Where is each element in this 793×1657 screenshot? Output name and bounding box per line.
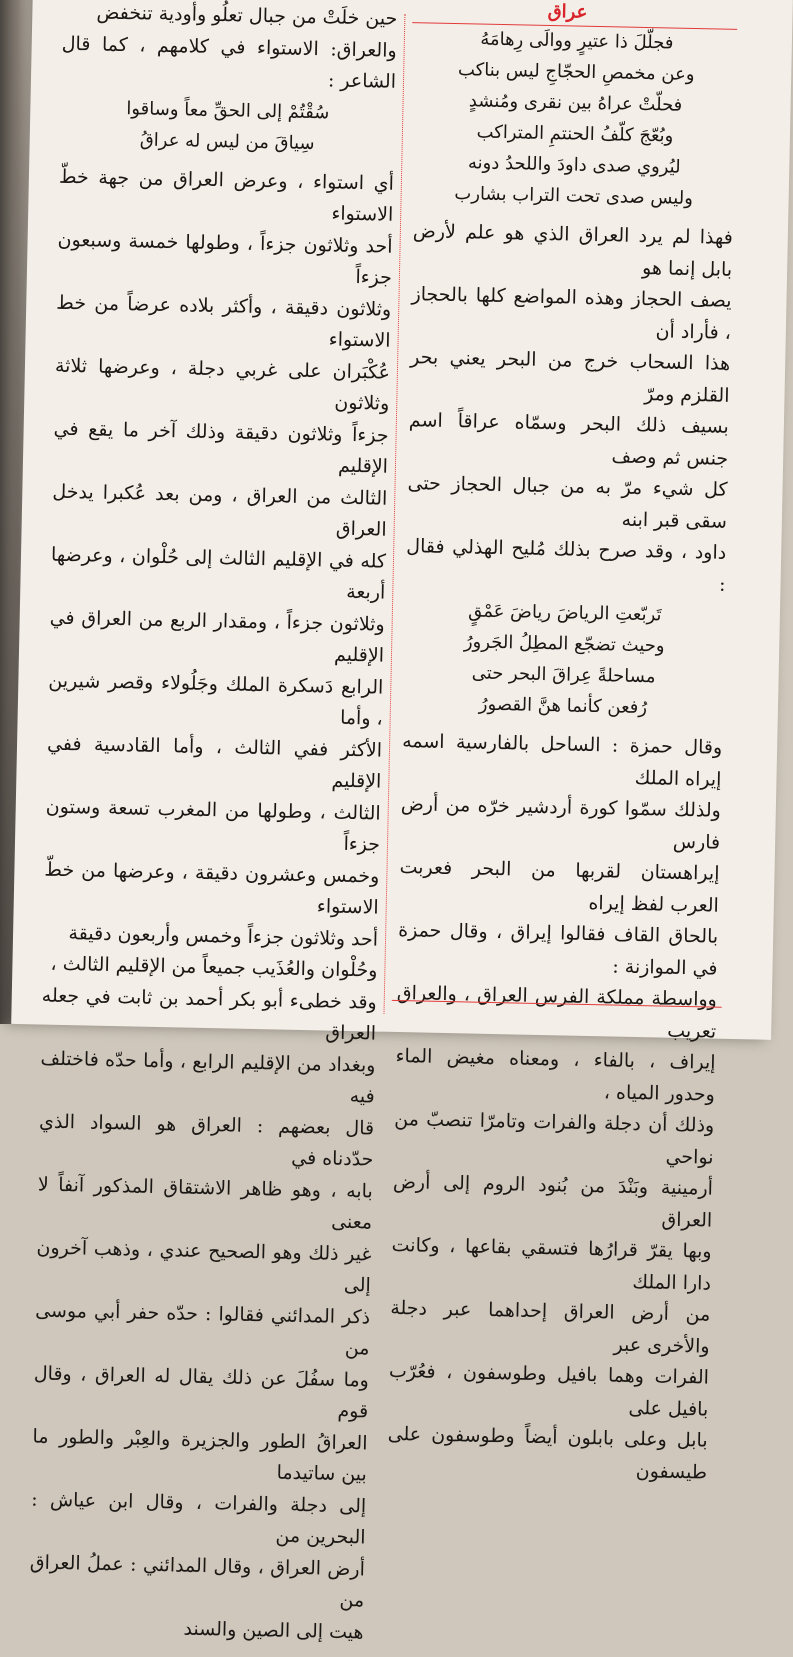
poem-1 xyxy=(413,22,737,215)
text-line: أحد وثلاثون جزءاً وخمس وأربعون دقيقة xyxy=(68,921,379,951)
verse-line: تَربّعتِ الرياضَ رياضَ عَمْقٍ xyxy=(468,600,662,626)
text-line: أرمينية وبَنْدَ من بُنود الروم إلى أرض العراق xyxy=(392,1170,714,1232)
left-column xyxy=(29,0,398,1643)
text-line: هذا السحاب خرج من البحر يعني بحر القلزم ومرّ xyxy=(410,346,731,407)
text-line: بسيف ذلك البحر وسمّاه عراقاً اسم جنس ثم وصف xyxy=(408,409,730,470)
text-line: هيت إلى الصين والسند xyxy=(183,1617,364,1643)
text-line: بابه ، وهو ظاهر الاشتقاق المذكور آنفاً لا معنى xyxy=(37,1173,374,1234)
verse-line: وحيث تضجّع المطِلُ الجَرورُ xyxy=(463,631,665,657)
text-line: الرابع دَسكرة الملك وجَلُولاء وقصر شيرين ، وأما xyxy=(48,669,384,730)
verse-line: وبُعّجَ كلّفُ الحنتمِ المتراكب xyxy=(476,121,674,147)
verse-line: سُقْتُمْ إلى الحقِّ معاً وساقوا xyxy=(126,97,330,123)
verse-line: وعن مخمصِ الحجّاجِ ليس بناكب xyxy=(457,59,695,86)
text-line: فهذا لم يرد العراق الذي هو علم لأرض بابل إنما هو xyxy=(412,220,734,281)
left-intro xyxy=(61,0,398,98)
text-line: وحُلْوان والعُذَيب جميعاً من الإقليم الثالث ، xyxy=(50,952,378,982)
text-line: إيراف ، بالفاء ، ومعناه مغيض الماء وحدور المياه ، xyxy=(395,1044,716,1106)
poem-3 xyxy=(59,91,395,160)
text-line: وبغداد من الإقليم الرابع ، وأما حدّه فاختلف فيه xyxy=(40,1047,376,1108)
book-page xyxy=(11,0,793,1643)
verse-line: ليُروي صدى داودَ واللحدُ دونه xyxy=(467,152,681,178)
text-line: وثلاثون جزءاً ، ومقدار الربع من العراق في الإقليم xyxy=(49,606,385,667)
text-line: بالحاق القاف فقالوا إيراق ، وقال حمزة في الموازنة : xyxy=(398,919,719,980)
text-line: كل شيء مرّ به من جبال الحجاز حتى سقى قبر ابنه xyxy=(407,472,728,533)
text-line: وبها يقرّ قرارُها فتسقي بقاعها ، وكانت دارا الملك xyxy=(391,1233,712,1295)
text-line: وذلك أن دجلة والفرات وتامرّا تنصبّ من نواحي xyxy=(394,1107,715,1169)
text-line: يصف الحجاز وهذه المواضع كلها بالحجاز ، فأراد أن xyxy=(411,283,732,344)
text-line: الثالث ، وطولها من المغرب تسعة وستون جزءاً xyxy=(45,795,381,856)
text-line: عُكْبَران على غربي دجلة ، وعرضها ثلاثة وثلاثون xyxy=(54,354,391,415)
right-column xyxy=(387,22,738,1488)
verse-line: سِياقَ من ليس له عراقُ xyxy=(139,128,315,154)
verse-line: رُفعن كأنما هنَّ القصورُ xyxy=(478,693,648,719)
text-line: أحد وثلاثون جزءاً ، وطولها خمسة وسبعون جزءاً xyxy=(57,228,393,289)
text-line: الفرات وهما بافيل وطوسفون ، فعُرّب بافيل على xyxy=(388,1359,710,1421)
text-line: ولذلك سمّوا كورة أردشير خرّه من أرض فارس xyxy=(400,793,722,854)
text-line: كله في الإقليم الثالث إلى حُلْوان ، وعرضها أربعة xyxy=(50,543,387,604)
left-body xyxy=(28,161,394,1648)
text-line: وقد خطىء أبو بكر أحمد بن ثابت في جعله العراق xyxy=(41,984,377,1045)
text-line: غير ذلك وهو الصحيح عندي ، وذهب آخرون إلى xyxy=(36,1236,372,1297)
text-line: وخمس وعشرون دقيقة ، وعرضها من خطّ الاستواء xyxy=(44,858,380,919)
text-line: وما سفُلَ عن ذلك يقال له العراق ، وقال قوم xyxy=(33,1361,370,1423)
text-line: وقال حمزة : الساحل بالفارسية اسمه إيراه الملك xyxy=(401,730,723,791)
text-line: قال بعضهم : العراق هو السواد الذي حدّدناه في xyxy=(38,1110,375,1171)
poem-2 xyxy=(403,594,726,725)
text-line: أرض العراق ، وقال المدائني : عملُ العراق من xyxy=(29,1550,366,1612)
verse-line: مساحلةً عِراقَ البحر حتى xyxy=(471,662,656,688)
text-line: جزءاً وثلاثون دقيقة وذلك آخر ما يقع في الإقليم xyxy=(53,417,389,478)
paragraph-2 xyxy=(387,726,723,1489)
text-line: بابل وعلى بابلون أيضاً وطوسفون على طيسفون xyxy=(387,1422,708,1484)
text-line: وواسطة مملكة الفرس العراق ، والعراق تعريب xyxy=(396,982,718,1043)
text-line: أي استواء ، وعرض العراق من جهة خطّ الاستواء xyxy=(58,165,395,226)
verse-line: وليس صدى تحت التراب بشارب xyxy=(454,183,694,210)
text-line: العراقُ الطور والجزيرة والعِبْر والطور ما بين ساتيدما xyxy=(32,1424,368,1486)
text-line: إيراهستان لقربها من البحر فعربت العرب لفظ إيراه xyxy=(399,856,720,917)
text-line: الثالث من العراق ، ومن بعد عُكبرا يدخل العراق xyxy=(52,480,388,541)
paragraph-1 xyxy=(405,216,733,601)
text-line: حين خلَتْ من جبال تعلُو وأودية تنخفض xyxy=(96,1,398,30)
verse-line: فجلّلَ ذا عتيرٍ ووالَى رِهامَهُ xyxy=(480,28,674,54)
text-line: ذكر المدائني فقالوا : حدّه حفر أبي موسى من xyxy=(34,1298,371,1360)
text-line: من أرض العراق إحداهما عبر دجلة والأخرى عبر xyxy=(390,1296,711,1358)
running-header: عراق xyxy=(547,0,588,23)
text-line: والعراق: الاستواء في كلامهم ، كما قال الشاعر : xyxy=(61,32,397,93)
text-line: إلى دجلة والفرات ، وقال ابن عياش : البحرين من xyxy=(31,1487,367,1549)
text-line: داود ، وقد صرح بذلك مُليح الهذلي فقال : xyxy=(406,535,727,596)
verse-line: فحلّتْ عراهُ بين نقرى ومُنشدٍ xyxy=(468,90,683,116)
text-line: الأكثر ففي الثالث ، وأما القادسية ففي الإقليم xyxy=(46,732,383,793)
text-line: وثلاثون دقيقة ، وأكثر بلاده عرضاً من خط الاستواء xyxy=(56,291,392,352)
